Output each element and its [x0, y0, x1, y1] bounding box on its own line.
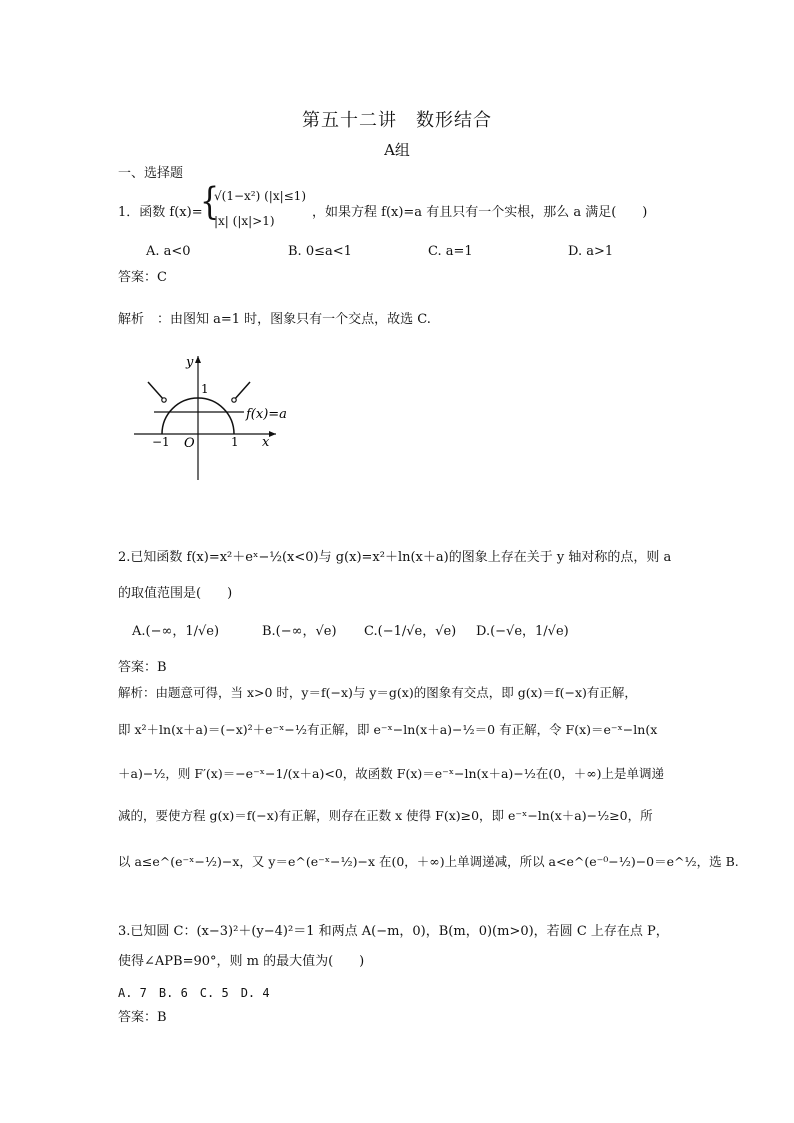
- x-tick-neg1: −1: [152, 435, 170, 449]
- origin-label: O: [184, 436, 195, 451]
- q1-stem-suffix: ，如果方程 f(x)=a 有且只有一个实根，那么 a 满足( ): [312, 205, 648, 220]
- q3-stem-line-2: 使得∠APB=90°，则 m 的最大值为( ): [118, 954, 365, 969]
- q1-stem-prefix: 1．函数 f(x)=: [118, 205, 203, 220]
- q1-option-a: A. a<0: [146, 244, 191, 259]
- q2-analysis-line-2: 即 x²＋ln(x＋a)＝(−x)²＋e⁻ˣ−½有正解，即 e⁻ˣ−ln(x＋a)−½＝0 有正解，令 F(x)＝e⁻ˣ−ln(x: [118, 722, 658, 737]
- left-ray: [148, 382, 164, 400]
- q3-options: A. 7 B. 6 C. 5 D. 4: [118, 986, 270, 1000]
- q1-case-2: |x| (|x|>1): [214, 214, 275, 228]
- q2-analysis-line-4: 减的，要使方程 g(x)＝f(−x)有正解，则存在正数 x 使得 F(x)≥0，即 e⁻ˣ−ln(x＋a)−½≥0，所: [118, 808, 653, 823]
- q1-answer: 答案：C: [118, 270, 167, 285]
- q1-option-d: D. a>1: [568, 244, 614, 259]
- q2-analysis-line-5: 以 a≤e^(e⁻ˣ−½)−x，又 y＝e^(e⁻ˣ−½)−x 在(0，＋∞)上单调递减，所以 a<e^(e⁻⁰−½)−0＝e^½，选 B.: [118, 854, 739, 869]
- x-tick-1: 1: [231, 435, 239, 449]
- q2-stem-line-1: 2.已知函数 f(x)=x²＋eˣ−½(x<0)与 g(x)=x²＋ln(x＋a)的图象上存在关于 y 轴对称的点，则 a: [118, 550, 672, 565]
- q1-brace: {: [200, 180, 220, 224]
- q3-stem-line-1: 3.已知圆 C：(x−3)²＋(y−4)²＝1 和两点 A(−m，0)，B(m，0)(m>0)，若圆 C 上存在点 P，: [118, 924, 669, 939]
- q2-option-d: D.(−√e，1/√e): [476, 624, 569, 639]
- q2-option-c: C.(−1/√e，√e): [364, 624, 457, 639]
- q1-case-1: √(1−x²) (|x|≤1): [214, 189, 306, 203]
- y-axis-arrow-icon: [195, 356, 201, 363]
- x-axis-label: x: [262, 435, 270, 450]
- left-open-point: [162, 398, 166, 402]
- page-title: 第五十二讲 数形结合: [302, 110, 492, 131]
- q1-option-c: C. a=1: [428, 244, 473, 259]
- q1-graph-figure: [130, 352, 287, 487]
- q1-option-b: B. 0≤a<1: [288, 244, 352, 259]
- y-tick-1: 1: [201, 382, 209, 396]
- q2-analysis-line-3: ＋a)−½，则 F′(x)＝−e⁻ˣ−1/(x＋a)<0，故函数 F(x)＝e⁻ˣ−ln(x＋a)−½在(0，＋∞)上是单调递: [118, 766, 665, 781]
- section-heading: 一、选择题: [118, 166, 184, 181]
- q2-stem-line-2: 的取值范围是( ): [118, 586, 233, 601]
- q2-answer: 答案：B: [118, 660, 167, 675]
- right-open-point: [232, 398, 236, 402]
- y-axis-label: y: [186, 355, 194, 370]
- q2-analysis-line-1: 解析：由题意可得，当 x>0 时，y＝f(−x)与 y＝g(x)的图象有交点，即 g(x)＝f(−x)有正解，: [118, 685, 637, 700]
- q2-option-b: B.(−∞，√e): [262, 624, 337, 639]
- q2-option-a: A.(−∞，1/√e): [132, 624, 220, 639]
- q3-answer: 答案：B: [118, 1010, 167, 1025]
- group-subtitle: A组: [384, 141, 410, 159]
- line-label: f(x)=a: [246, 407, 287, 422]
- right-ray: [234, 382, 250, 400]
- x-axis-arrow-icon: [269, 431, 276, 437]
- q1-analysis: 解析 ：由图知 a=1 时，图象只有一个交点，故选 C.: [118, 312, 431, 327]
